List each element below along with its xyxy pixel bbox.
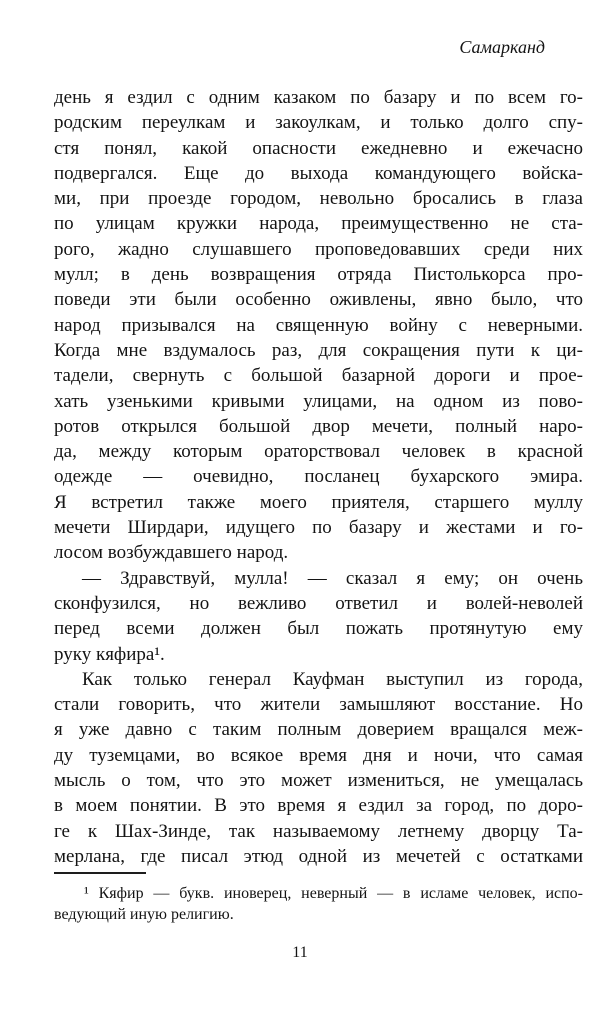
text-line: — Здравствуй, мулла! — сказал я ему; он очень — [82, 567, 583, 589]
text-line: сконфузился, но вежливо ответил и волей-неволей — [54, 592, 583, 614]
text-line: родским переулкам и закоулкам, и только долго спу- — [54, 112, 583, 134]
text-line: день я ездил с одним казаком по базару и по всем го- — [54, 87, 583, 108]
text-line: да, между которым ораторствовал человек в красной — [54, 441, 583, 463]
text-line: Как только генерал Кауфман выступил из города, — [82, 668, 583, 690]
text-line: мечети Ширдари, идущего по базару и жестами и го- — [54, 517, 583, 539]
text-line: ¹ Кяфир — букв. иноверец, неверный — в исламе человек, испо- — [84, 885, 583, 902]
text-line: я уже давно с таким полным доверием вращался меж- — [54, 719, 583, 741]
text-line: стя понял, какой опасности ежедневно и ежечасно — [54, 137, 583, 159]
text-line: мысль о том, что это может измениться, не умещалась — [54, 770, 583, 792]
text-line: руку кяфира¹. — [54, 643, 165, 665]
text-line: подвергался. Еще до выхода командующего войска- — [54, 162, 583, 184]
text-line: хать узенькими кривыми улицами, на одном из пово- — [54, 390, 583, 412]
text-line: мерлана, где писал этюд одной из мечетей с остатками — [54, 845, 583, 867]
footnote-separator — [54, 872, 146, 874]
text-line: лосом возбуждавшего народ. — [54, 542, 289, 564]
page-number: 11 — [292, 944, 308, 961]
running-header: Самарканд — [459, 37, 545, 57]
text-line: перед всеми должен был пожать протянутую ему — [54, 618, 583, 640]
text-line: стали говорить, что жители замышляют восстание. Но — [54, 694, 583, 716]
text-line: народ призывался на священную войну с неверными. — [54, 314, 583, 336]
text-line: одежде — очевидно, посланец бухарского эмира. — [54, 466, 583, 488]
text-line: по улицам кружки народа, преимущественно не ста- — [54, 213, 583, 235]
body-text — [54, 85, 583, 869]
text-line: поведи эти были особенно оживлены, явно было, что — [54, 289, 583, 311]
footnote — [54, 883, 583, 925]
text-line: рого, жадно слушавшего проповедовавших среди них — [54, 238, 583, 260]
text-line: тадели, свернуть с большой базарной дороги и прое- — [54, 365, 583, 387]
text-line: в моем понятии. В это время я ездил за город, по доро- — [54, 795, 583, 817]
text-line: ми, при проезде городом, невольно бросались в глаза — [54, 188, 583, 210]
text-line: мулл; в день возвращения отряда Пистолькорса про- — [54, 264, 583, 286]
text-line: ротов открылся большой двор мечети, полный наро- — [54, 415, 583, 437]
text-line: ге к Шах-Зинде, так называемому летнему дворцу Та- — [54, 820, 583, 842]
text-line: Я встретил также моего приятеля, старшего муллу — [54, 491, 583, 513]
text-line: ду туземцами, во всякое время дня и ночи, что самая — [54, 744, 583, 766]
text-line: ведующий иную религию. — [54, 906, 234, 923]
text-line: Когда мне вздумалось раз, для сокращения пути к ци- — [54, 339, 583, 361]
